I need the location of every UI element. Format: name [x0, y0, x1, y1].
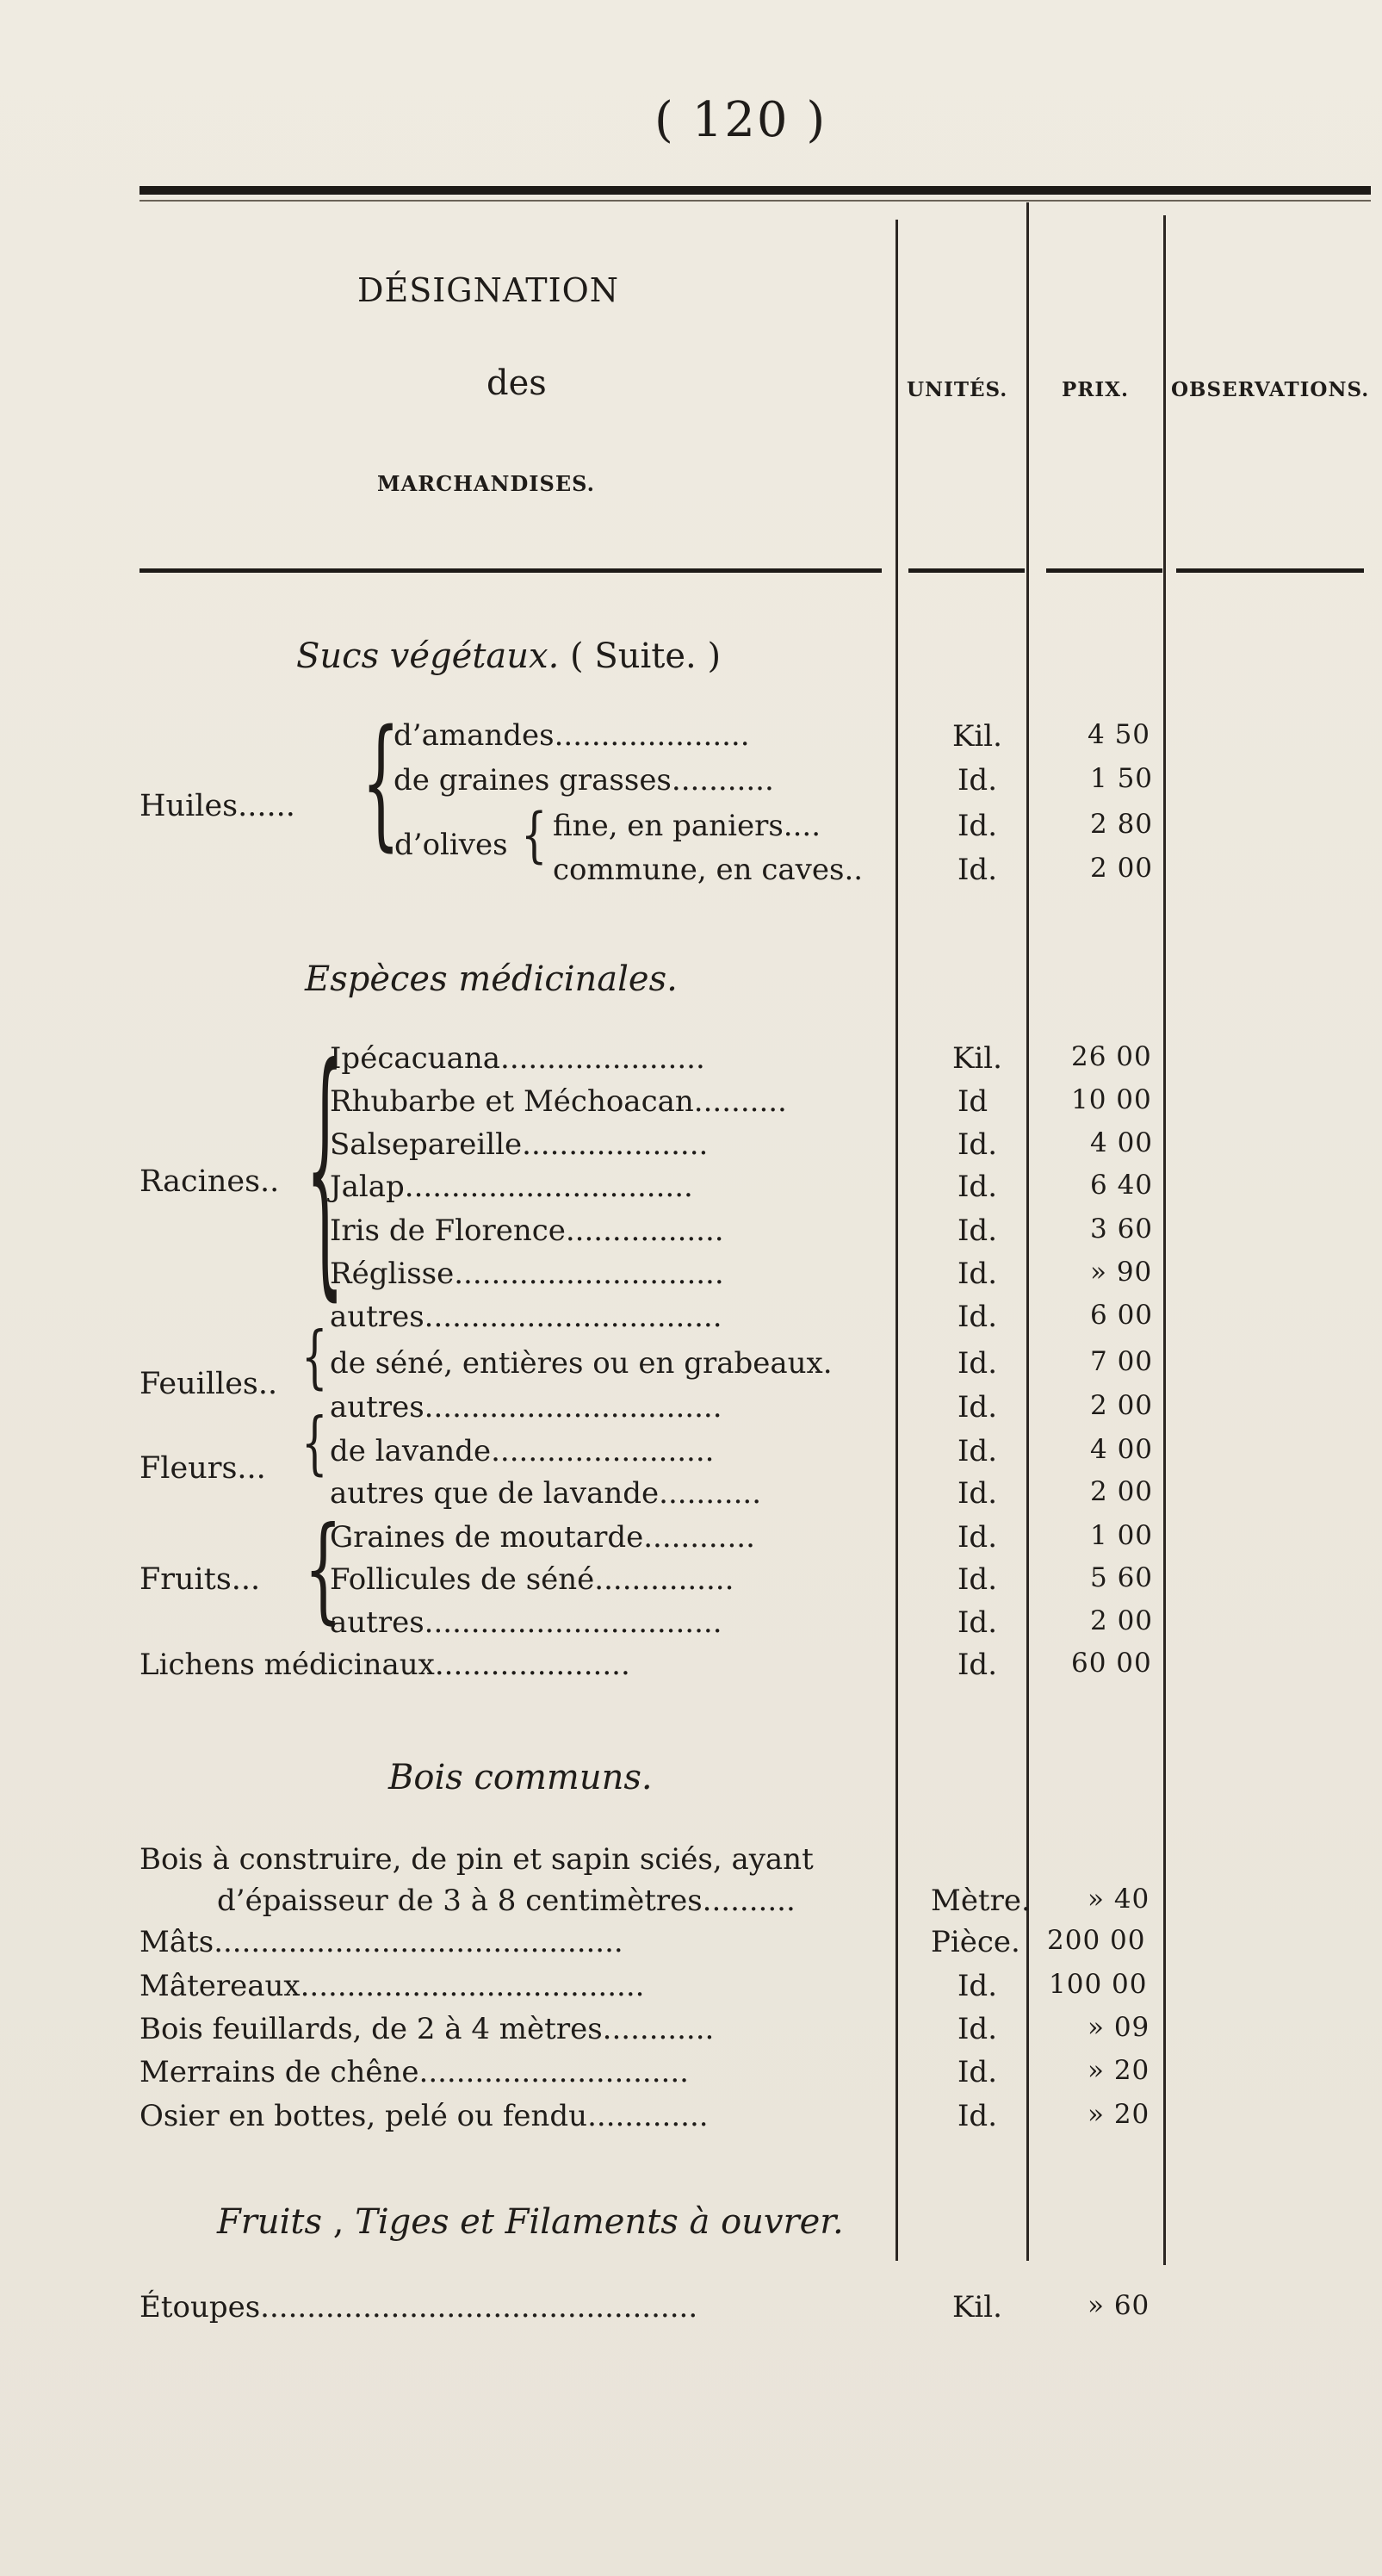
row-olives-commune: commune, en caves.. [553, 853, 864, 887]
unit-jalap: Id. [957, 1170, 998, 1204]
price-etoupes: » 60 [1088, 2290, 1150, 2321]
row-mats: Mâts............................................ [139, 1925, 623, 1959]
price-lavande: 4 00 [1090, 1434, 1154, 1465]
row-sene: de séné, entières ou en grabeaux. [330, 1346, 833, 1381]
racines-label: Racines.. [139, 1164, 280, 1199]
row-amandes: d’amandes..................... [394, 718, 750, 753]
price-merrains: » 20 [1088, 2055, 1150, 2086]
unit-matereaux: Id. [957, 1969, 998, 2003]
price-ipeca: 26 00 [1071, 1041, 1152, 1072]
unit-graines-moutarde: Id. [957, 1520, 998, 1555]
section-fruits-title-part2: Tiges et Filaments à ouvrer. [355, 2202, 844, 2242]
unit-autres-racines: Id. [957, 1300, 998, 1334]
unit-merrains: Id. [957, 2055, 998, 2089]
row-osier: Osier en bottes, pelé ou fendu............. [139, 2099, 709, 2133]
unit-mats: Pièce. [931, 1925, 1020, 1959]
fleurs-brace: { [301, 1403, 328, 1484]
price-sene: 7 00 [1090, 1346, 1154, 1377]
unit-lichens: Id. [957, 1648, 998, 1682]
feuilles-brace: { [301, 1317, 328, 1398]
price-amandes: 4 50 [1088, 719, 1151, 750]
racines-brace: { [306, 1010, 344, 1325]
price-matereaux: 100 00 [1049, 1969, 1148, 2000]
row-follicules: Follicules de séné............... [330, 1562, 734, 1597]
section-fruits-title-separator: , [322, 2202, 356, 2242]
unit-commune: Id. [957, 853, 998, 887]
price-fine: 2 80 [1090, 809, 1154, 840]
fruits-label: Fruits... [139, 1562, 261, 1597]
price-osier: » 20 [1088, 2099, 1150, 2130]
row-iris: Iris de Florence................. [330, 1214, 724, 1248]
row-matereaux: Mâtereaux..................................... [139, 1969, 645, 2003]
row-reglisse: Réglisse............................. [330, 1257, 724, 1291]
observations-header-rule [1176, 568, 1364, 573]
price-commune: 2 00 [1090, 853, 1154, 884]
fruits-brace: { [304, 1501, 343, 1636]
observations-column-divider [1163, 215, 1166, 2265]
unit-sene: Id. [957, 1346, 998, 1381]
unit-follicules: Id. [957, 1562, 998, 1597]
row-graines-grasses: de graines grasses........... [394, 763, 774, 798]
huiles-brace: { [362, 698, 400, 866]
row-salsepareille: Salsepareille.................... [330, 1127, 709, 1162]
row-etoupes: Étoupes............................................... [139, 2290, 698, 2325]
row-bois-construire-line-2: d’épaisseur de 3 à 8 centimètres.......... [217, 1884, 796, 1918]
section-especes-medicinales: Espèces médicinales. [305, 959, 678, 999]
unit-feuillards: Id. [957, 2012, 998, 2046]
row-autres-racines: autres................................ [330, 1300, 722, 1334]
price-mats: 200 00 [1047, 1925, 1146, 1956]
section-fruits-tiges-filaments [217, 2202, 844, 2242]
row-merrains: Merrains de chêne............................. [139, 2055, 689, 2089]
price-feuillards: » 09 [1088, 2012, 1150, 2043]
header-top-rule [139, 186, 1371, 195]
price-jalap: 6 40 [1090, 1170, 1154, 1201]
price-reglisse: » 90 [1090, 1257, 1153, 1288]
row-rhubarbe: Rhubarbe et Méchoacan.......... [330, 1084, 787, 1119]
row-lichens: Lichens médicinaux..................... [139, 1648, 630, 1682]
dolives-brace: { [521, 800, 548, 871]
fleurs-label: Fleurs... [139, 1451, 266, 1486]
price-column-divider [1026, 202, 1029, 2261]
price-graines: 1 50 [1090, 763, 1154, 794]
price-autres-lavande: 2 00 [1090, 1476, 1154, 1507]
designation-des: des [486, 363, 547, 403]
observations-header: OBSERVATIONS. [1171, 378, 1370, 401]
row-graines-moutarde: Graines de moutarde............ [330, 1520, 755, 1555]
price-rhubarbe: 10 00 [1071, 1084, 1152, 1115]
unit-iris: Id. [957, 1214, 998, 1248]
row-olives-fine: fine, en paniers.... [553, 809, 821, 843]
price-follicules: 5 60 [1090, 1562, 1154, 1593]
price-lichens: 60 00 [1071, 1648, 1152, 1679]
unit-autres-fruits: Id. [957, 1605, 998, 1640]
dolives-label: d’olives [394, 828, 508, 862]
section-bois-communs: Bois communs. [388, 1758, 653, 1797]
price-autres-fruits: 2 00 [1090, 1605, 1154, 1636]
section-sucs-vegetaux [296, 636, 722, 676]
price-header: PRIX. [1062, 378, 1130, 401]
unit-reglisse: Id. [957, 1257, 998, 1291]
unit-etoupes: Kil. [952, 2290, 1002, 2325]
price-iris: 3 60 [1090, 1214, 1154, 1245]
row-feuillards: Bois feuillards, de 2 à 4 mètres............ [139, 2012, 715, 2046]
units-header: UNITÉS. [907, 378, 1008, 401]
price-header-rule [1046, 568, 1162, 573]
price-bois-construire: » 40 [1088, 1884, 1150, 1915]
units-header-rule [908, 568, 1025, 573]
unit-bois-construire: Mètre. [931, 1884, 1031, 1918]
unit-autres-lavande: Id. [957, 1476, 998, 1511]
designation-header-rule [139, 568, 882, 573]
row-autres-fruits: autres................................ [330, 1605, 722, 1640]
unit-lavande: Id. [957, 1434, 998, 1468]
unit-autres-feuilles: Id. [957, 1390, 998, 1425]
unit-ipeca: Kil. [952, 1041, 1002, 1076]
section-sucs-title: Sucs végétaux. [296, 636, 560, 676]
price-salse: 4 00 [1090, 1127, 1154, 1158]
row-bois-construire-line-1: Bois à construire, de pin et sapin sciés, ayant [139, 1842, 814, 1877]
page-number: ( 120 ) [654, 92, 827, 148]
unit-osier: Id. [957, 2099, 998, 2133]
merchandises-heading: MARCHANDISES. [377, 471, 595, 496]
price-autres-feuilles: 2 00 [1090, 1390, 1154, 1421]
unit-rhubarbe: Id [957, 1084, 988, 1119]
row-jalap: Jalap............................... [330, 1170, 693, 1204]
unit-fine: Id. [957, 809, 998, 843]
unit-amandes: Kil. [952, 719, 1002, 754]
unit-graines: Id. [957, 763, 998, 798]
huiles-label: Huiles...... [139, 789, 295, 823]
price-autres-racines: 6 00 [1090, 1300, 1154, 1331]
section-sucs-suffix: ( Suite. ) [570, 636, 722, 676]
unit-salse: Id. [957, 1127, 998, 1162]
row-lavande: de lavande........................ [330, 1434, 715, 1468]
designation-heading: DÉSIGNATION [357, 271, 619, 309]
row-ipecacuana: Ipécacuana...................... [330, 1041, 705, 1076]
section-fruits-title-part1: Fruits [217, 2202, 323, 2242]
row-autres-feuilles: autres................................ [330, 1390, 722, 1425]
row-autres-lavande: autres que de lavande........... [330, 1476, 762, 1511]
units-column-divider [896, 220, 898, 2261]
feuilles-label: Feuilles.. [139, 1367, 278, 1401]
price-graines-moutarde: 1 00 [1090, 1520, 1154, 1551]
